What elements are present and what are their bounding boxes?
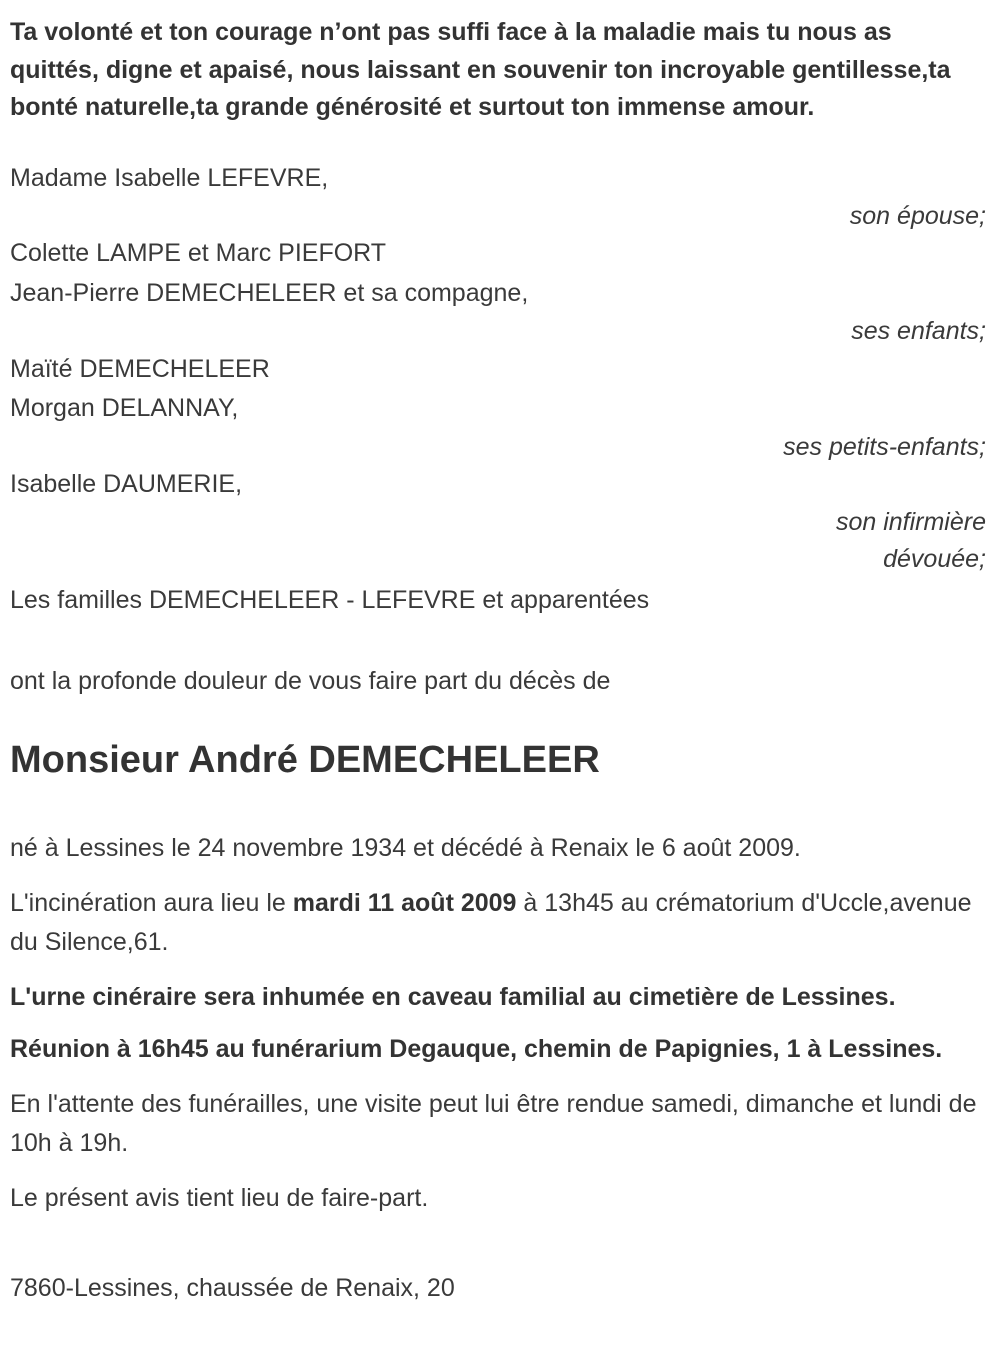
relation-block (10, 504, 988, 577)
family-entry-spouse (10, 159, 988, 235)
family-section (10, 159, 988, 621)
cremation-text-post: à 13h45 au crématorium d'Uccle,avenue du Silence,61. (10, 889, 972, 956)
relation-label: dévouée; (883, 544, 986, 573)
visits-line: En l'attente des funérailles, une visite peut lui être rendue samedi, dimanche et lundi de 10h à 19h. (10, 1090, 977, 1157)
intro-tribute-text: Ta volonté et ton courage n’ont pas suffi face à la maladie mais tu nous as quittés, digne et apaisé, nous laissant en souvenir ton incroyable gentillesse,ta bonté naturelle,ta grande générosité et surtout ton immense amour. (10, 18, 951, 121)
birth-death-line: né à Lessines le 24 novembre 1934 et décédé à Renaix le 6 août 2009. (10, 834, 801, 863)
cremation-line (10, 884, 985, 962)
family-member-name: Jean-Pierre DEMECHELEER et sa compagne, (10, 278, 529, 307)
family-entry-nurse (10, 465, 988, 577)
urn-line: L'urne cinéraire sera inhumée en caveau familial au cimetière de Lessines. (10, 982, 896, 1011)
cremation-text-pre: L'incinération aura lieu le (10, 889, 293, 918)
family-entry-grandchildren (10, 350, 988, 465)
relation-label: son infirmière (835, 508, 986, 537)
cremation-date: mardi 11 août 2009 (292, 889, 517, 918)
relation-block (10, 198, 988, 234)
relation-label: son épouse; (849, 202, 986, 230)
family-member-name: Isabelle DAUMERIE, (10, 469, 243, 498)
relation-block (10, 313, 988, 349)
announcement-line: ont la profonde douleur de vous faire part du décès de (10, 667, 611, 696)
family-member-name: Maïté DEMECHELEER (10, 354, 270, 383)
relation-label: ses enfants; (851, 317, 986, 346)
relation-block (10, 429, 988, 465)
faire-part-line: Le présent avis tient lieu de faire-part. (10, 1183, 429, 1212)
family-member-name: Morgan DELANNAY, (10, 394, 239, 422)
deceased-name-heading: Monsieur André DEMECHELEER (10, 738, 600, 781)
relation-label: ses petits-enfants; (783, 432, 986, 461)
families-line: Les familles DEMECHELEER - LEFEVRE et apparentées (10, 585, 650, 614)
reunion-line: Réunion à 16h45 au funérarium Degauque, chemin de Papignies, 1 à Lessines. (10, 1035, 943, 1064)
funeral-home-address: 7860-Lessines, chaussée de Renaix, 20 (10, 1274, 455, 1303)
family-member-name: Madame Isabelle LEFEVRE, (10, 163, 329, 192)
family-member-name: Colette LAMPE et Marc PIEFORT (10, 239, 387, 268)
family-entry-children (10, 234, 988, 349)
